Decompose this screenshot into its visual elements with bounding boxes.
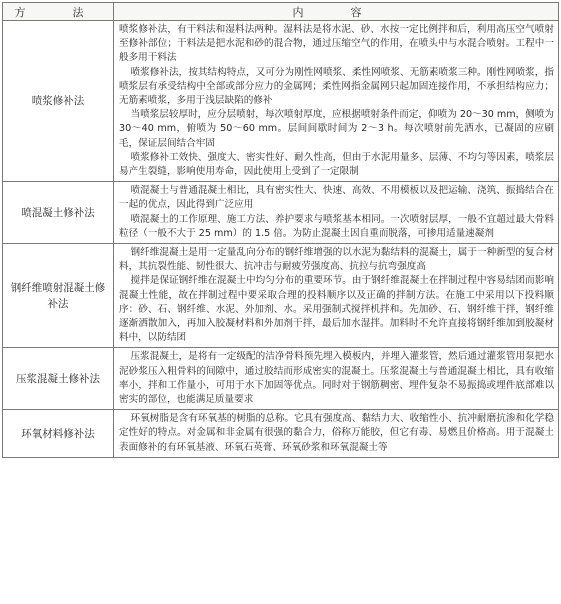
method-content bbox=[114, 244, 559, 348]
method-content bbox=[114, 21, 559, 182]
method-name: 钢纤维喷射混凝土修补法 bbox=[3, 244, 114, 348]
repair-methods-table bbox=[2, 2, 559, 458]
method-name: 压浆混凝土修补法 bbox=[3, 348, 114, 410]
content-paragraph: 喷混凝土与普通混凝土相比，具有密实性大、快速、高效、不用模板以及把运输、浇筑、振捣结合在一起的优点，因此得到广泛应用 bbox=[119, 185, 554, 211]
method-content bbox=[114, 410, 559, 458]
content-paragraph: 钢纤维混凝土是用一定量乱向分布的钢纤维增强的以水泥为黏结料的混凝土，属于一种新型的复合材料，其抗裂性能、韧性很大、抗冲击与耐疲劳强度高、抗拉与抗弯强度高 bbox=[119, 247, 554, 273]
content-paragraph: 环氧树脂是含有环氧基的树脂的总称。它具有强度高、黏结力大、收缩性小、抗冲耐磨抗渗和化学稳定性好的特点。对金属和非金属有很强的黏合力，俗称万能胶，但它有毒、易燃且价格高。用于混凝土表面修补的有环氧基液、环氧石英膏、环氧砂浆和环氧混凝土等 bbox=[119, 413, 554, 453]
table-row bbox=[3, 182, 559, 244]
method-content bbox=[114, 182, 559, 244]
method-name: 喷混凝土修补法 bbox=[3, 182, 114, 244]
content-paragraph: 喷混凝土的工作原理、施工方法、养护要求与喷浆基本相同。一次喷射层厚，一般不宜超过最大骨料粒径（一般不大于 25 mm）的 1.5 倍。为防止混凝土因自重而脱落，可掺用适量速凝剂 bbox=[119, 213, 554, 239]
table-header-row bbox=[3, 3, 559, 21]
table-row bbox=[3, 348, 559, 410]
table-row bbox=[3, 244, 559, 348]
content-paragraph: 压浆混凝土，是将有一定级配的洁净骨料预先埋入模板内，并埋入灌浆管，然后通过灌浆管用泵把水泥砂浆压入粗骨料的间隙中，通过胶结而形成密实的混凝土。压浆混凝土与普通混凝土相比，具有收缩率小，拌和工作量小，可用于水下加固等优点。同时对于钢筋稠密、埋件复杂不易振捣或埋件底部难以密实的部位，也能满足质量要求 bbox=[119, 351, 554, 406]
content-paragraph: 喷浆修补工效快、强度大、密实性好、耐久性高，但由于水泥用量多、层薄、不均匀等因素，喷浆层易产生裂缝，影响使用寿命，因此使用上受到了一定限制 bbox=[119, 151, 554, 178]
table-row bbox=[3, 410, 559, 458]
method-content bbox=[114, 348, 559, 410]
table-row bbox=[3, 21, 559, 182]
content-paragraph: 搅拌是保证钢纤维在混凝土中均匀分布的重要环节。由于钢纤维混凝土在拌制过程中容易结团而影响混凝土性能，故在拌制过程中要采取合理的投料顺序以及正确的拌制方法。在施工中采用以下投料顺序：砂、石、钢纤维、水泥、外加剂、水。采用强制式搅拌机拌和。先加砂、石、钢纤维干拌，钢纤维逐渐洒散加入，再加入胶凝材料和外加剂干拌，最后加水湿拌。加料时不允许直接将钢纤维加到胶凝材料中，以防结团 bbox=[119, 275, 554, 344]
header-method: 方 法 bbox=[3, 3, 114, 21]
content-paragraph: 喷浆修补法，按其结构特点，又可分为刚性网喷浆、柔性网喷浆、无筋素喷浆三种。刚性网喷浆，指喷浆层有承受结构中全部或部分应力的金属网；柔性网指金属网只起加固连接作用，不承担结构应力；无筋素喷浆，多用于浅层缺陷的修补 bbox=[119, 66, 554, 107]
method-name: 环氧材料修补法 bbox=[3, 410, 114, 458]
content-paragraph: 当喷浆层较厚时，应分层喷射，每次喷射厚度，应根据喷射条件而定，仰喷为 20～30 mm，侧喷为 30～40 mm，俯喷为 50～60 mm。层间间歇时间为 2～3 h。每次喷射前先洒水，已凝固的应刷毛，保证层间结合牢固 bbox=[119, 109, 554, 149]
header-content: 内 容 bbox=[114, 3, 559, 21]
content-paragraph: 喷浆修补法，有干料法和湿料法两种。湿料法是将水泥、砂、水按一定比例拌和后，利用高压空气喷射至修补部位；干料法是把水泥和砂的混合物，通过压缩空气的作用，在喷头中与水混合喷射。工程中一般多用干料法 bbox=[119, 24, 554, 64]
method-name: 喷浆修补法 bbox=[3, 21, 114, 182]
